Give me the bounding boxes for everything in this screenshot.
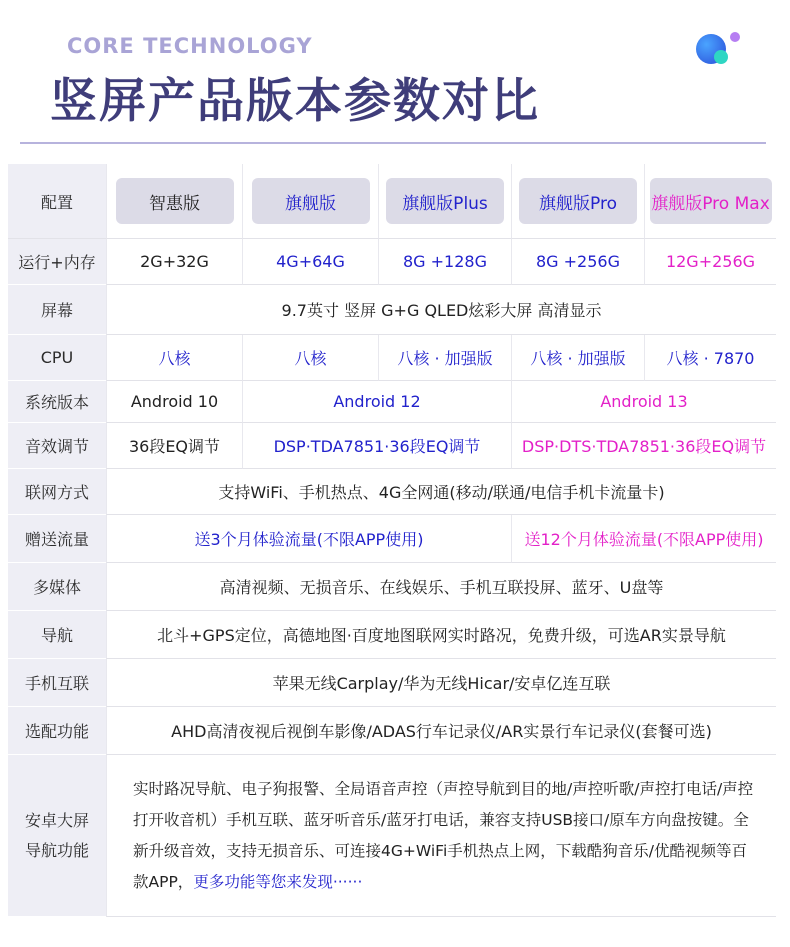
android-nav-description <box>106 755 776 917</box>
version-tab-pro-max[interactable]: 旗舰版Pro Max <box>650 178 772 224</box>
data-gift-value: 送12个月体验流量(不限APP使用) <box>511 515 776 563</box>
eyebrow-text: CORE TECHNOLOGY <box>67 34 313 58</box>
cpu-value: 八核 · 加强版 <box>378 335 511 381</box>
comparison-table <box>8 164 776 917</box>
more-features-link[interactable]: 更多功能等您来发现······ <box>193 872 363 891</box>
cpu-value: 八核 · 加强版 <box>511 335 644 381</box>
row-label-line: 导航功能 <box>24 840 89 860</box>
decorative-dots-icon <box>692 30 752 70</box>
android-nav-paragraph <box>133 774 762 898</box>
row-label-cpu: CPU <box>8 335 106 381</box>
os-value: Android 12 <box>242 381 511 423</box>
screen-value: 9.7英寸 竖屏 G+G QLED炫彩大屏 高清显示 <box>106 285 776 335</box>
row-label-phone-link: 手机互联 <box>8 659 106 707</box>
audio-value: 36段EQ调节 <box>106 423 242 469</box>
config-label: 配置 <box>8 164 106 239</box>
version-header-cell <box>242 164 378 239</box>
media-value: 高清视频、无损音乐、在线娱乐、手机互联投屏、蓝牙、U盘等 <box>106 563 776 611</box>
row-label-network: 联网方式 <box>8 469 106 515</box>
memory-value: 12G+256G <box>644 239 776 285</box>
version-tab-zhihui[interactable]: 智惠版 <box>116 178 234 224</box>
memory-value: 4G+64G <box>242 239 378 285</box>
row-label-media: 多媒体 <box>8 563 106 611</box>
audio-value: DSP·DTS·TDA7851·36段EQ调节 <box>511 423 776 469</box>
row-label-memory: 运行+内存 <box>8 239 106 285</box>
audio-value: DSP·TDA7851·36段EQ调节 <box>242 423 511 469</box>
network-value: 支持WiFi、手机热点、4G全网通(移动/联通/电信手机卡流量卡) <box>106 469 776 515</box>
version-tab-pro[interactable]: 旗舰版Pro <box>519 178 637 224</box>
version-tab-qijian[interactable]: 旗舰版 <box>252 178 370 224</box>
row-label-audio: 音效调节 <box>8 423 106 469</box>
row-label-options: 选配功能 <box>8 707 106 755</box>
options-value: AHD高清夜视后视倒车影像/ADAS行车记录仪/AR实景行车记录仪(套餐可选) <box>106 707 776 755</box>
purple-dot-icon <box>730 32 740 42</box>
android-nav-text: 实时路况导航、电子狗报警、全局语音声控（声控导航到目的地/声控听歌/声控打电话/声控打开收音机）手机互联、蓝牙听音乐/蓝牙打电话，兼容支持USB接口/原车方向盘按键。全新升级音效，支持无损音乐、可连接4G+WiFi手机热点上网，下载酷狗音乐/优酷视频等百款APP， <box>133 779 754 891</box>
row-label-screen: 屏幕 <box>8 285 106 335</box>
phone-link-value: 苹果无线Carplay/华为无线Hicar/安卓亿连互联 <box>106 659 776 707</box>
row-label-line: 安卓大屏 <box>24 810 89 830</box>
row-label-android-nav <box>8 755 106 917</box>
version-header-cell <box>511 164 644 239</box>
memory-value: 8G +256G <box>511 239 644 285</box>
cpu-value: 八核 · 7870 <box>644 335 776 381</box>
row-label-navigation: 导航 <box>8 611 106 659</box>
page-title: 竖屏产品版本参数对比 <box>50 74 540 129</box>
memory-value: 2G+32G <box>106 239 242 285</box>
version-header-cell <box>106 164 242 239</box>
os-value: Android 10 <box>106 381 242 423</box>
teal-dot-icon <box>714 50 728 64</box>
row-label-data-gift: 赠送流量 <box>8 515 106 563</box>
memory-value: 8G +128G <box>378 239 511 285</box>
row-label-os: 系统版本 <box>8 381 106 423</box>
cpu-value: 八核 <box>106 335 242 381</box>
data-gift-value: 送3个月体验流量(不限APP使用) <box>106 515 511 563</box>
navigation-value: 北斗+GPS定位，高德地图·百度地图联网实时路况，免费升级，可选AR实景导航 <box>106 611 776 659</box>
version-header-cell <box>378 164 511 239</box>
version-tab-plus[interactable]: 旗舰版Plus <box>386 178 504 224</box>
header-divider <box>20 142 766 144</box>
cpu-value: 八核 <box>242 335 378 381</box>
page-header <box>0 0 790 160</box>
version-header-cell <box>644 164 776 239</box>
os-value: Android 13 <box>511 381 776 423</box>
